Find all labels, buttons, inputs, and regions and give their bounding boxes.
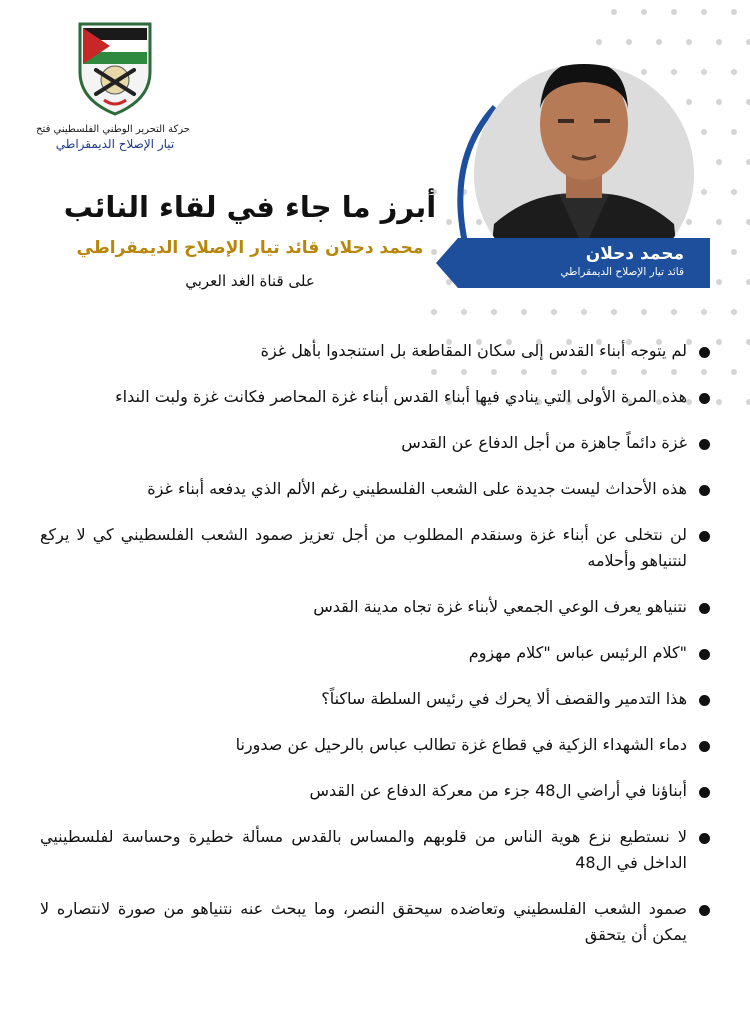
dot: [746, 39, 750, 45]
dot: [731, 69, 737, 75]
list-item: [40, 384, 710, 410]
list-item: [40, 430, 710, 456]
dot: [701, 189, 707, 195]
dot: [746, 159, 750, 165]
bullet-icon: [699, 393, 710, 404]
dot: [716, 159, 722, 165]
points-list: [40, 318, 710, 948]
list-item: [40, 686, 710, 712]
header-logo-block: [36, 20, 190, 151]
dot: [716, 99, 722, 105]
list-item-text: دماء الشهداء الزكية في قطاع غزة تطالب عباس بالرحيل عن صدورنا: [235, 735, 687, 754]
dot: [746, 339, 750, 345]
dot: [746, 279, 750, 285]
badge-role: قائد تيار الإصلاح الديمقراطي: [560, 266, 684, 278]
list-item-text: لم يتوجه أبناء القدس إلى سكان المقاطعة بل استنجدوا بأهل غزة: [260, 341, 687, 360]
channel-line: على قناة الغد العربي: [185, 272, 315, 290]
dot: [716, 399, 722, 405]
dot: [716, 339, 722, 345]
dot: [731, 249, 737, 255]
title-block: [40, 190, 460, 290]
list-item: [40, 640, 710, 666]
dot: [701, 129, 707, 135]
dot: [731, 129, 737, 135]
name-badge: [458, 238, 710, 288]
dot: [716, 39, 722, 45]
bullet-icon: [699, 905, 710, 916]
dot: [461, 309, 467, 315]
list-item: [40, 522, 710, 574]
dot: [701, 9, 707, 15]
dot: [731, 9, 737, 15]
list-item-text: هذه المرة الأولى التي ينادي فيها أبناء القدس أبناء غزة المحاصر فكانت غزة ولبت النداء: [115, 387, 687, 406]
page-title: أبرز ما جاء في لقاء النائب: [63, 190, 437, 224]
list-item: [40, 896, 710, 948]
list-item: [40, 778, 710, 804]
list-item-text: هذا التدمير والقصف ألا يحرك في رئيس السلطة ساكناً؟: [321, 689, 687, 708]
dot: [746, 399, 750, 405]
dot: [701, 69, 707, 75]
list-item: [40, 338, 710, 364]
list-item: [40, 476, 710, 502]
dot: [731, 309, 737, 315]
bullet-icon: [699, 741, 710, 752]
list-item-text: "كلام الرئيس عباس "كلام مهزوم: [468, 643, 687, 662]
org-name-line2: تيار الإصلاح الديمقراطي: [55, 137, 175, 151]
bullet-icon: [699, 347, 710, 358]
bullet-icon: [699, 531, 710, 542]
list-item-text: صمود الشعب الفلسطيني وتعاضده سيحقق النصر، وما يبحث عنه نتنياهو من صورة لانتصاره لا يمكن أن يتحقق: [40, 899, 687, 944]
dot: [611, 9, 617, 15]
fatah-emblem-icon: [74, 20, 156, 116]
dot: [716, 219, 722, 225]
bullet-icon: [699, 439, 710, 450]
list-item-text: أبناؤنا في أراضي ال48 جزء من معركة الدفاع عن القدس: [309, 781, 687, 800]
bullet-icon: [699, 485, 710, 496]
bullet-icon: [699, 695, 710, 706]
dot: [716, 279, 722, 285]
bullet-icon: [699, 649, 710, 660]
org-name-line1: حركة التحرير الوطني الفلسطيني فتح: [36, 124, 190, 135]
dot: [731, 189, 737, 195]
dot: [431, 309, 437, 315]
bullet-icon: [699, 787, 710, 798]
list-item-text: غزة دائماً جاهزة من أجل الدفاع عن القدس: [401, 433, 687, 452]
bullet-icon: [699, 833, 710, 844]
list-item: [40, 824, 710, 876]
list-item-text: لا نستطيع نزع هوية الناس من قلوبهم والمساس بالقدس مسألة خطيرة وحساسة لفلسطينيي الداخل في ال48: [40, 827, 687, 872]
list-item: [40, 732, 710, 758]
dot: [641, 9, 647, 15]
list-item: [40, 594, 710, 620]
bullet-icon: [699, 603, 710, 614]
list-item-text: هذه الأحداث ليست جديدة على الشعب الفلسطيني رغم الألم الذي يدفعه أبناء غزة: [147, 479, 687, 498]
dot: [731, 369, 737, 375]
list-item-text: لن نتخلى عن أبناء غزة وسنقدم المطلوب من أجل تعزيز صمود الشعب الفلسطيني كي لا يركع لنتنياهو وأحلامه: [40, 525, 687, 570]
dot: [746, 219, 750, 225]
dot: [671, 9, 677, 15]
page-subtitle: محمد دحلان قائد تيار الإصلاح الديمقراطي: [76, 238, 424, 258]
badge-name: محمد دحلان: [585, 244, 684, 264]
dot: [746, 99, 750, 105]
list-item-text: نتنياهو يعرف الوعي الجمعي لأبناء غزة تجاه مدينة القدس: [313, 597, 687, 616]
dot: [701, 309, 707, 315]
